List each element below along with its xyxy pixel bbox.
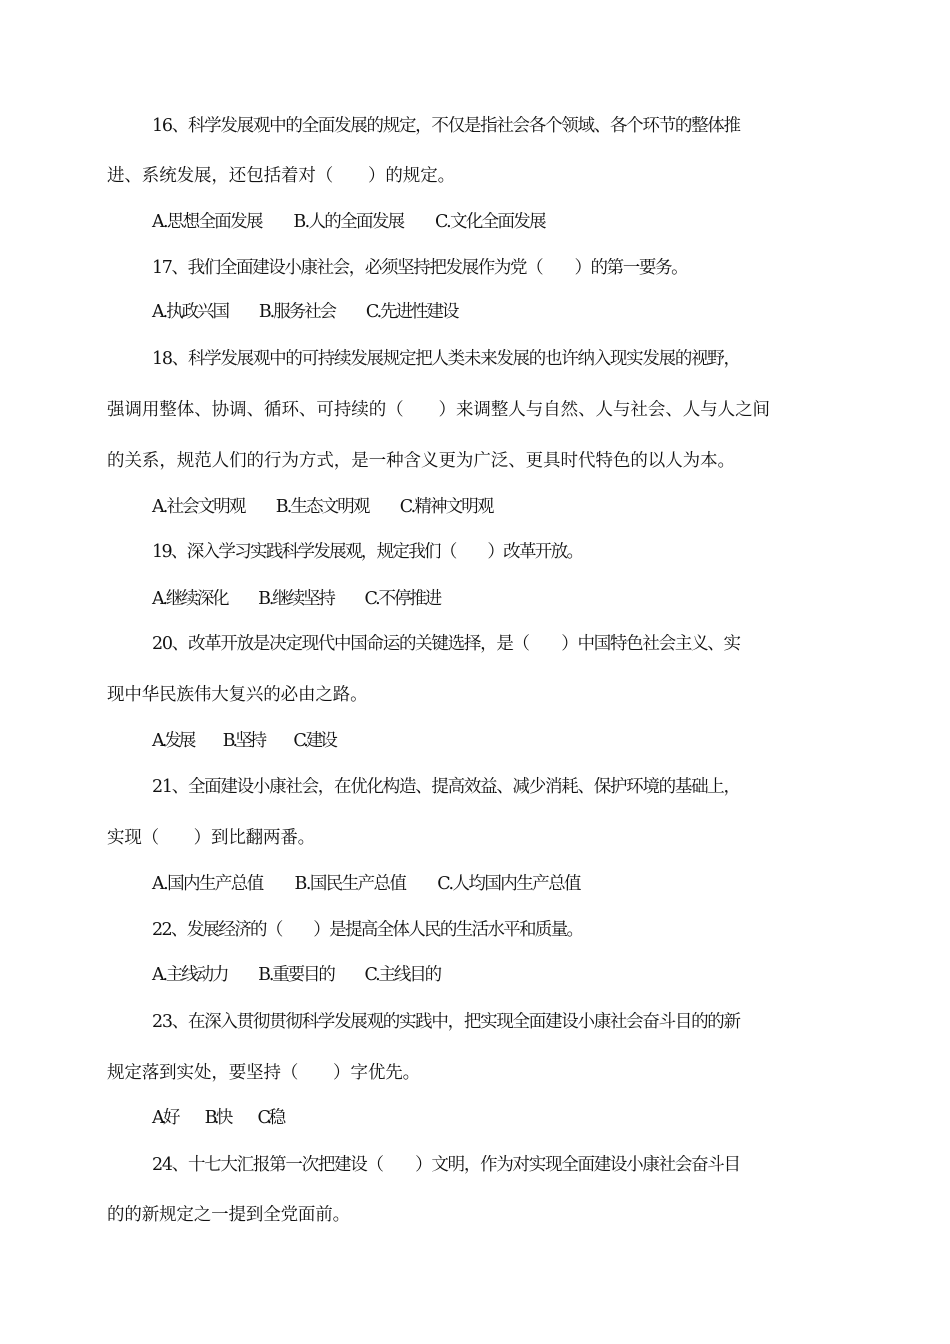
question-19-options: A.继续深化 B.继续坚持 C.不停推进 xyxy=(152,589,440,609)
question-18-line-2: 强调用整体、协调、循环、可持续的（ ）来调整人与自然、人与社会、人与人之间 xyxy=(107,400,770,420)
question-23-options: A.好 B.快 C.稳 xyxy=(152,1108,283,1128)
question-18-options: A.社会文明观 B.生态文明观 C.精神文明观 xyxy=(152,497,493,517)
question-19-line-1: 19、深入学习实践科学发展观，规定我们（ ）改革开放。 xyxy=(152,542,583,562)
question-22-line-1: 22、发展经济的（ ）是提高全体人民的生活水平和质量。 xyxy=(152,920,583,940)
question-18-line-1: 18、科学发展观中的可持续发展规定把人类未来发展的也许纳入现实发展的视野， xyxy=(152,349,740,369)
question-23-line-1: 23、在深入贯彻贯彻科学发展观的实践中，把实现全面建设小康社会奋斗目的的新 xyxy=(152,1012,740,1032)
question-17-line-1: 17、我们全面建设小康社会，必须坚持把发展作为党（ ）的第一要务。 xyxy=(152,258,688,278)
question-16-line-1: 16、科学发展观中的全面发展的规定，不仅是指社会各个领域、各个环节的整体推 xyxy=(152,116,740,136)
question-16-options: A.思想全面发展 B.人的全面发展 C.文化全面发展 xyxy=(152,212,545,232)
question-21-line-1: 21、全面建设小康社会，在优化构造、提高效益、减少消耗、保护环境的基础上， xyxy=(152,777,740,797)
question-24-line-1: 24、十七大汇报第一次把建设（ ）文明，作为对实现全面建设小康社会奋斗目 xyxy=(152,1155,740,1175)
question-18-line-3: 的关系，规范人们的行为方式，是一种含义更为广泛、更具时代特色的以人为本。 xyxy=(107,451,735,471)
question-21-options: A.国内生产总值 B.国民生产总值 C.人均国内生产总值 xyxy=(152,874,580,894)
question-20-options: A.发展 B.坚持 C.建设 xyxy=(152,731,335,751)
question-24-line-2: 的的新规定之一提到全党面前。 xyxy=(107,1205,350,1225)
question-17-options: A.执政兴国 B.服务社会 C.先进性建设 xyxy=(152,302,458,322)
question-16-line-2: 进、系统发展，还包括着对（ ）的规定。 xyxy=(107,166,455,186)
question-21-line-2: 实现（ ）到比翻两番。 xyxy=(107,828,315,848)
question-20-line-1: 20、改革开放是决定现代中国命运的关键选择，是（ ）中国特色社会主义、实 xyxy=(152,634,740,654)
question-23-line-2: 规定落到实处，要坚持（ ）字优先。 xyxy=(107,1063,420,1083)
question-22-options: A.主线动力 B.重要目的 C.主线目的 xyxy=(152,965,440,985)
question-20-line-2: 现中华民族伟大复兴的必由之路。 xyxy=(107,685,368,705)
